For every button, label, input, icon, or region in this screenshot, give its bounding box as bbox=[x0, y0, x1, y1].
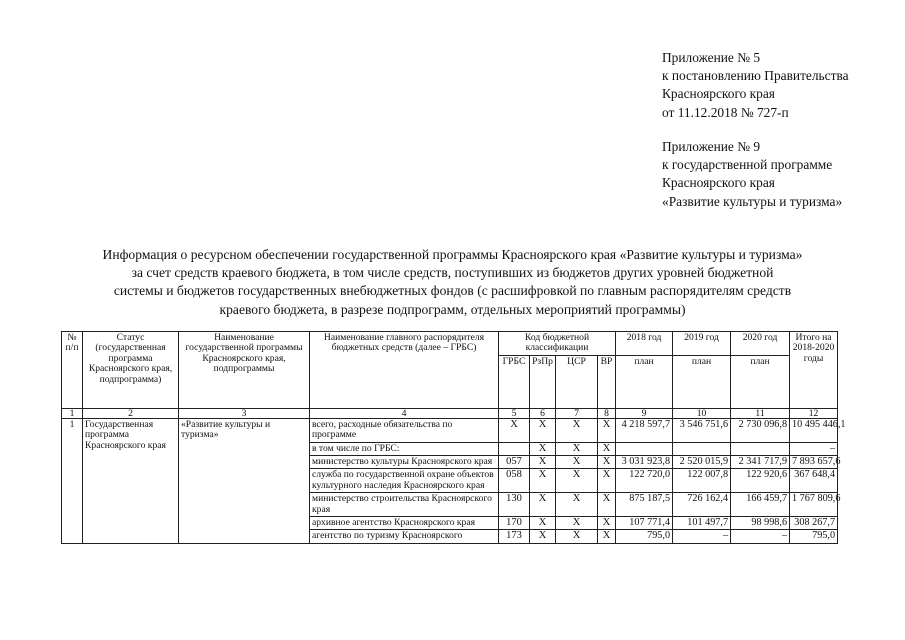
column-index: 8 bbox=[598, 408, 616, 418]
grbs-name-cell: министерство культуры Красноярского края bbox=[310, 456, 499, 469]
title-line: Информация о ресурсном обеспечении государственной программы Красноярского края «Развитие культуры и туризма» bbox=[102, 247, 803, 262]
header-budget-code: Код бюджетной классификации bbox=[499, 332, 616, 356]
column-index: 3 bbox=[179, 408, 310, 418]
appendix-line: к государственной программе bbox=[662, 157, 833, 173]
header-csr: ЦСР bbox=[556, 355, 598, 408]
program-num: 1 bbox=[62, 418, 83, 543]
title-line: краевого бюджета, в разрезе подпрограмм, отдельных мероприятий программы) bbox=[219, 301, 686, 317]
vr-cell: Х bbox=[598, 469, 616, 493]
resource-table bbox=[61, 331, 846, 544]
column-index-row bbox=[62, 408, 838, 418]
header-plan-2018: план bbox=[616, 355, 673, 408]
csr-cell: Х bbox=[556, 469, 598, 493]
grbs-name-cell: министерство строительства Красноярского края bbox=[310, 493, 499, 517]
grbs-code-cell: 170 bbox=[499, 517, 530, 530]
value-2020-cell: 122 920,6 bbox=[731, 469, 790, 493]
value-2018-cell bbox=[616, 442, 673, 455]
rzpr-cell: Х bbox=[530, 530, 556, 543]
vr-cell: Х bbox=[598, 493, 616, 517]
program-status: Государственная программа Красноярского края bbox=[83, 418, 179, 543]
header-grbs-name: Наименование главного распорядителя бюджетных средств (далее – ГРБС) bbox=[310, 332, 499, 409]
rzpr-cell: Х bbox=[530, 418, 556, 442]
vr-cell: Х bbox=[598, 530, 616, 543]
column-index: 7 bbox=[556, 408, 598, 418]
csr-cell: Х bbox=[556, 418, 598, 442]
value-2019-cell: 3 546 751,6 bbox=[673, 418, 731, 442]
grbs-code-cell: 057 bbox=[499, 456, 530, 469]
value-2020-cell: 2 341 717,9 bbox=[731, 456, 790, 469]
header-2020: 2020 год bbox=[731, 332, 790, 356]
appendix-line: «Развитие культуры и туризма» bbox=[662, 193, 843, 209]
column-index: 6 bbox=[530, 408, 556, 418]
header-2019: 2019 год bbox=[673, 332, 731, 356]
header-plan-2020: план bbox=[731, 355, 790, 408]
value-2020-cell: – bbox=[731, 530, 790, 543]
value-2020-cell: 2 730 096,8 bbox=[731, 418, 790, 442]
column-index: 5 bbox=[499, 408, 530, 418]
value-2018-cell: 795,0 bbox=[616, 530, 673, 543]
total-cell: 308 267,7 bbox=[790, 517, 838, 530]
value-2020-cell: 166 459,7 bbox=[731, 493, 790, 517]
vr-cell: Х bbox=[598, 442, 616, 455]
header-total: Итого на 2018-2020 годы bbox=[790, 332, 838, 409]
value-2018-cell: 4 218 597,7 bbox=[616, 418, 673, 442]
title-line: за счет средств краевого бюджета, в том числе средств, поступивших из бюджетов других уровней бюджетной bbox=[131, 265, 774, 281]
value-2018-cell: 3 031 923,8 bbox=[616, 456, 673, 469]
total-cell: 1 767 809,6 bbox=[790, 493, 838, 517]
grbs-code-cell: 058 bbox=[499, 469, 530, 493]
header-status: Статус (государственная программа Красноярского края, подпрограмма) bbox=[83, 332, 179, 409]
total-cell: 7 893 657,6 bbox=[790, 456, 838, 469]
grbs-code-cell: 173 bbox=[499, 530, 530, 543]
rzpr-cell: Х bbox=[530, 442, 556, 455]
appendix-line: Красноярского края bbox=[662, 175, 775, 191]
rzpr-cell: Х bbox=[530, 456, 556, 469]
total-cell: 795,0 bbox=[790, 530, 838, 543]
header-row bbox=[62, 332, 838, 356]
vr-cell: Х bbox=[598, 517, 616, 530]
header-grbs-code: ГРБС bbox=[499, 355, 530, 408]
column-index: 1 bbox=[62, 408, 83, 418]
value-2018-cell: 122 720,0 bbox=[616, 469, 673, 493]
grbs-code-cell bbox=[499, 442, 530, 455]
grbs-name-cell: агентство по туризму Красноярского bbox=[310, 530, 499, 543]
document-title bbox=[40, 246, 865, 319]
column-index: 4 bbox=[310, 408, 499, 418]
header-program-name: Наименование государственной программы Красноярского края, подпрограммы bbox=[179, 332, 310, 409]
value-2019-cell: 101 497,7 bbox=[673, 517, 731, 530]
grbs-code-cell: 130 bbox=[499, 493, 530, 517]
appendix-line: к постановлению Правительства bbox=[662, 68, 849, 84]
header-vr: ВР bbox=[598, 355, 616, 408]
grbs-name-cell: в том числе по ГРБС: bbox=[310, 442, 499, 455]
header-num: № п/п bbox=[62, 332, 83, 409]
appendix-5-block bbox=[662, 49, 849, 122]
column-index: 12 bbox=[790, 408, 838, 418]
table-row bbox=[62, 418, 838, 442]
column-index: 2 bbox=[83, 408, 179, 418]
csr-cell: Х bbox=[556, 456, 598, 469]
column-index: 11 bbox=[731, 408, 790, 418]
value-2020-cell: 98 998,6 bbox=[731, 517, 790, 530]
csr-cell: Х bbox=[556, 530, 598, 543]
vr-cell: Х bbox=[598, 418, 616, 442]
rzpr-cell: Х bbox=[530, 493, 556, 517]
csr-cell: Х bbox=[556, 493, 598, 517]
grbs-name-cell: служба по государственной охране объектов культурного наследия Красноярского края bbox=[310, 469, 499, 493]
value-2019-cell: 122 007,8 bbox=[673, 469, 731, 493]
rzpr-cell: Х bbox=[530, 469, 556, 493]
appendix-line: Красноярского края bbox=[662, 86, 775, 102]
grbs-name-cell: всего, расходные обязательства по программе bbox=[310, 418, 499, 442]
value-2019-cell: – bbox=[673, 530, 731, 543]
grbs-code-cell: Х bbox=[499, 418, 530, 442]
value-2018-cell: 875 187,5 bbox=[616, 493, 673, 517]
rzpr-cell: Х bbox=[530, 517, 556, 530]
program-name: «Развитие культуры и туризма» bbox=[179, 418, 310, 543]
appendix-line: Приложение № 5 bbox=[662, 50, 761, 65]
csr-cell: Х bbox=[556, 517, 598, 530]
value-2019-cell bbox=[673, 442, 731, 455]
value-2020-cell bbox=[731, 442, 790, 455]
grbs-name-cell: архивное агентство Красноярского края bbox=[310, 517, 499, 530]
value-2019-cell: 2 520 015,9 bbox=[673, 456, 731, 469]
total-cell: 10 495 446,1 bbox=[790, 418, 838, 442]
value-2018-cell: 107 771,4 bbox=[616, 517, 673, 530]
header-2018: 2018 год bbox=[616, 332, 673, 356]
total-cell: 367 648,4 bbox=[790, 469, 838, 493]
header-plan-2019: план bbox=[673, 355, 731, 408]
appendix-line: Приложение № 9 bbox=[662, 139, 761, 154]
title-line: системы и бюджетов государственных внебюджетных фондов (с расшифровкой по главным распорядителям средств bbox=[113, 283, 792, 299]
appendix-9-block bbox=[662, 138, 842, 211]
column-index: 10 bbox=[673, 408, 731, 418]
total-cell: – bbox=[790, 442, 838, 455]
column-index: 9 bbox=[616, 408, 673, 418]
value-2019-cell: 726 162,4 bbox=[673, 493, 731, 517]
header-rzpr: РзПр bbox=[530, 355, 556, 408]
appendix-line: от 11.12.2018 № 727-п bbox=[662, 104, 789, 120]
vr-cell: Х bbox=[598, 456, 616, 469]
csr-cell: Х bbox=[556, 442, 598, 455]
